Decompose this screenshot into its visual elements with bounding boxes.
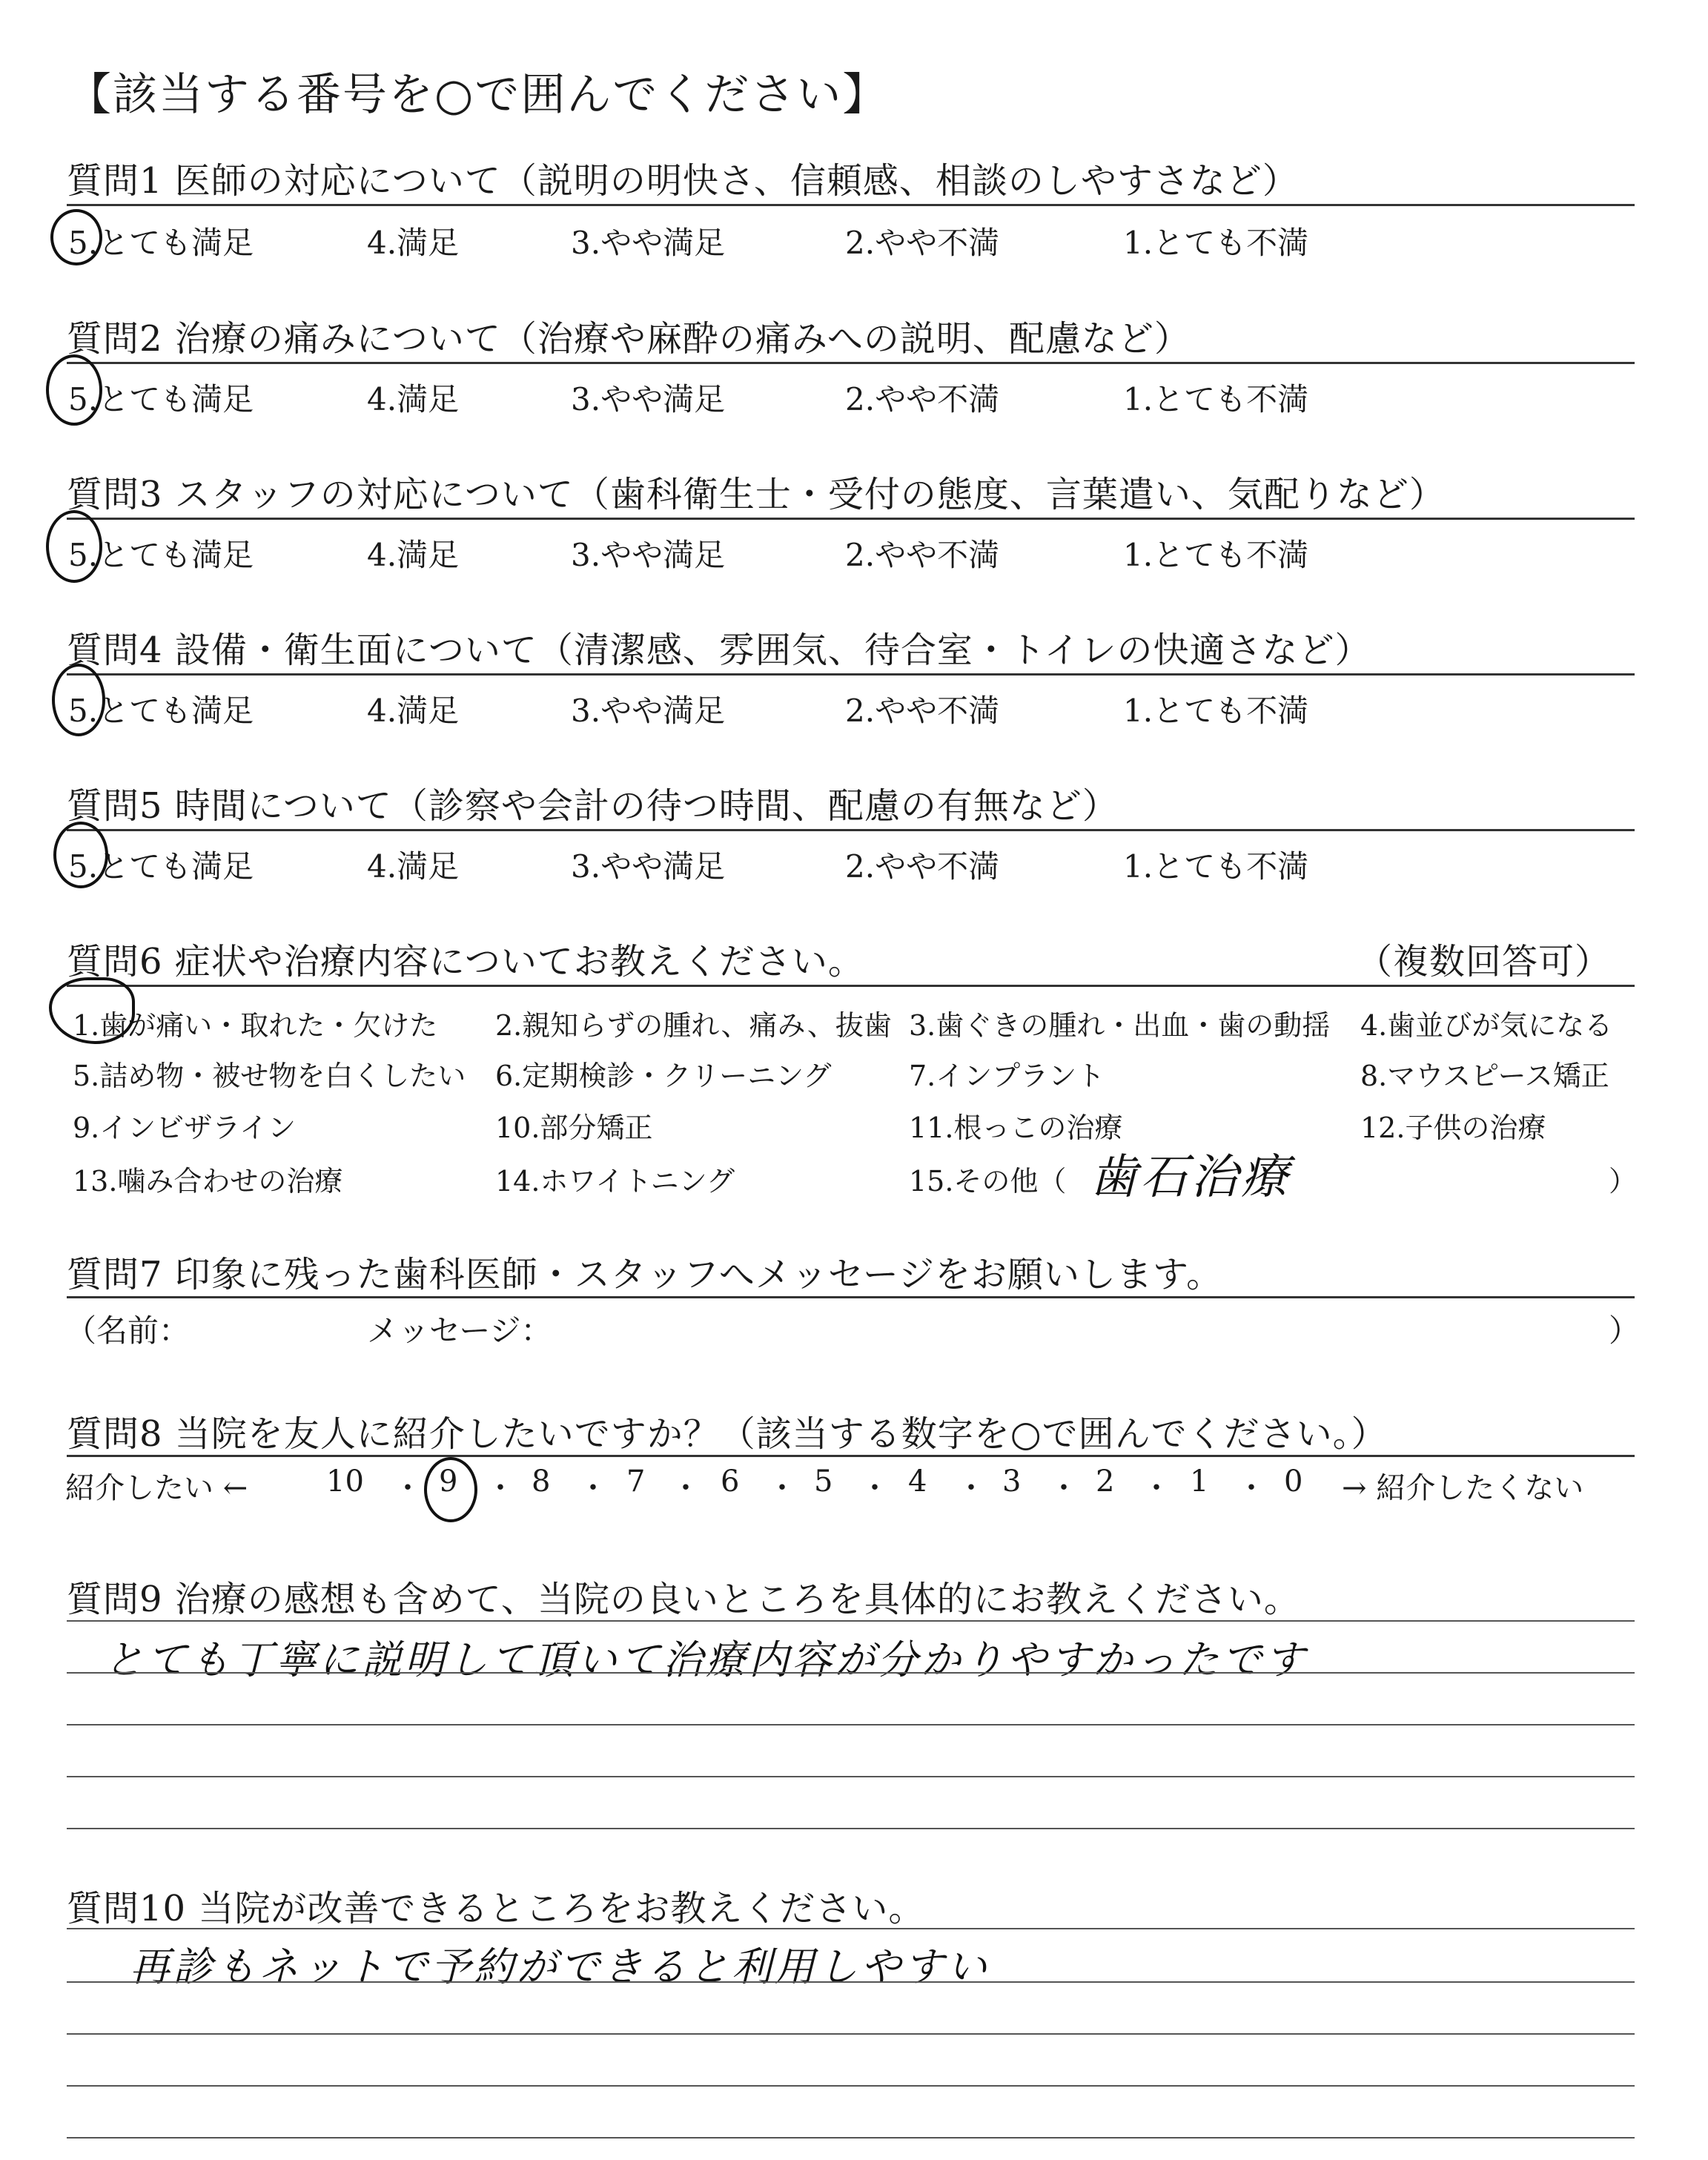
q6-option-6[interactable]: 6.定期検診・クリーニング (495, 1060, 832, 1092)
q8-scale-10[interactable]: 10 (326, 1464, 364, 1499)
q7-title: 質問7 印象に残った歯科医師・スタッフへメッセージをお願いします。 (67, 1254, 1223, 1295)
q8-right-label: → 紹介したくない (1342, 1471, 1584, 1505)
q1-selection-circle (50, 209, 102, 265)
q8-scale-9[interactable]: 9 (439, 1464, 458, 1499)
q2-option-1[interactable]: 1.とても不満 (1123, 381, 1309, 417)
q9-line-4 (67, 1776, 1635, 1777)
q6-title: 質問6 症状や治療内容についてお教えください。 (67, 941, 864, 982)
q4-option-4[interactable]: 4.満足 (367, 693, 460, 729)
q1-option-2[interactable]: 2.やや不満 (845, 225, 1000, 261)
q8-scale-8[interactable]: 8 (532, 1464, 551, 1499)
q6-option-1[interactable]: 1.歯が痛い・取れた・欠けた (73, 1009, 438, 1042)
q3-selection-circle (46, 510, 102, 583)
q8-scale-sep: ・ (393, 1471, 423, 1505)
q5-title: 質問5 時間について（診察や会計の待つ時間、配慮の有無など） (67, 785, 1119, 827)
q1-rule (67, 204, 1635, 206)
q3-rule (67, 518, 1635, 520)
q7-name-label: （名前： (65, 1312, 191, 1349)
q6-option-11[interactable]: 11.根っこの治療 (909, 1112, 1123, 1144)
q1-option-5[interactable]: 5.とても満足 (68, 225, 254, 261)
q5-option-2[interactable]: 2.やや不満 (845, 848, 1000, 885)
q8-scale-2[interactable]: 2 (1096, 1464, 1115, 1499)
q9-line-3 (67, 1724, 1635, 1725)
q4-title: 質問4 設備・衛生面について（清潔感、雰囲気、待合室・トイレの快適さなど） (67, 630, 1371, 671)
q4-option-3[interactable]: 3.やや満足 (571, 693, 726, 729)
q8-scale-6[interactable]: 6 (721, 1464, 740, 1499)
q1-title: 質問1 医師の対応について（説明の明快さ、信頼感、相談のしやすさなど） (67, 160, 1299, 202)
q10-line-5 (67, 2137, 1635, 2138)
q9-line-1 (67, 1620, 1635, 1622)
q2-selection-circle (46, 354, 102, 426)
q8-left-label: 紹介したい ← (65, 1471, 248, 1505)
q2-rule (67, 362, 1635, 364)
q9-title: 質問9 治療の感想も含めて、当院の良いところを具体的にお教えください。 (67, 1579, 1300, 1620)
q8-scale-5[interactable]: 5 (814, 1464, 833, 1499)
q6-option-4[interactable]: 4.歯並びが気になる (1360, 1009, 1613, 1042)
q2-option-3[interactable]: 3.やや満足 (571, 381, 726, 417)
q10-line-3 (67, 2033, 1635, 2035)
q4-rule (67, 673, 1635, 676)
q3-option-4[interactable]: 4.満足 (367, 537, 460, 573)
q7-message-label: メッセージ： (367, 1312, 552, 1349)
q8-scale-sep: ・ (1142, 1471, 1171, 1505)
q2-option-2[interactable]: 2.やや不満 (845, 381, 1000, 417)
q3-title: 質問3 スタッフの対応について（歯科衛生士・受付の態度、言葉遣い、気配りなど） (67, 474, 1446, 515)
q3-option-1[interactable]: 1.とても不満 (1123, 537, 1309, 573)
q4-selection-circle (52, 664, 105, 736)
q10-handwritten-answer[interactable]: 再診もネットで予約ができると利用しやすい (130, 1943, 990, 1990)
q6-other-close: ） (1609, 1165, 1638, 1198)
q2-option-5[interactable]: 5.とても満足 (68, 381, 254, 417)
q6-option-7[interactable]: 7.インプラント (909, 1060, 1105, 1092)
q5-rule (67, 829, 1635, 831)
q7-rule (67, 1296, 1635, 1298)
q8-scale-sep: ・ (1049, 1471, 1079, 1505)
q8-scale-sep: ・ (486, 1471, 515, 1505)
q9-line-2 (67, 1672, 1635, 1674)
q8-title: 質問8 当院を友人に紹介したいですか？（該当する数字を○で囲んでください。） (67, 1413, 1388, 1455)
q1-option-3[interactable]: 3.やや満足 (571, 225, 726, 261)
q5-option-5[interactable]: 5.とても満足 (68, 848, 254, 885)
q5-option-4[interactable]: 4.満足 (367, 848, 460, 885)
q8-rule (67, 1455, 1635, 1457)
q9-line-5 (67, 1828, 1635, 1829)
q6-note: （複数回答可） (1357, 941, 1612, 982)
q3-option-5[interactable]: 5.とても満足 (68, 537, 254, 573)
q8-scale-sep: ・ (767, 1471, 797, 1505)
q6-other-handwritten[interactable]: 歯石治療 (1090, 1150, 1291, 1205)
q4-option-5[interactable]: 5.とても満足 (68, 693, 254, 729)
q8-scale-1[interactable]: 1 (1190, 1464, 1209, 1499)
q8-scale-sep: ・ (956, 1471, 986, 1505)
q8-scale-sep: ・ (578, 1471, 608, 1505)
q4-option-1[interactable]: 1.とても不満 (1123, 693, 1309, 729)
q8-scale-4[interactable]: 4 (908, 1464, 927, 1499)
q8-selection-circle (424, 1457, 477, 1522)
q2-option-4[interactable]: 4.満足 (367, 381, 460, 417)
q10-line-4 (67, 2085, 1635, 2087)
q8-scale-sep: ・ (860, 1471, 890, 1505)
q8-scale-7[interactable]: 7 (626, 1464, 646, 1499)
q4-option-2[interactable]: 2.やや不満 (845, 693, 1000, 729)
q9-handwritten-answer[interactable]: とても丁寧に説明して頂いて治療内容が分かりやすかったです (104, 1636, 1308, 1683)
q5-option-1[interactable]: 1.とても不満 (1123, 848, 1309, 885)
q6-option-3[interactable]: 3.歯ぐきの腫れ・出血・歯の動揺 (909, 1009, 1331, 1042)
q10-title: 質問10 当院が改善できるところをお教えください。 (67, 1888, 925, 1929)
q6-option-5[interactable]: 5.詰め物・被せ物を白くしたい (73, 1060, 466, 1092)
q3-option-3[interactable]: 3.やや満足 (571, 537, 726, 573)
q10-line-2 (67, 1981, 1635, 1983)
q6-option-12[interactable]: 12.子供の治療 (1360, 1112, 1546, 1144)
q6-option-2[interactable]: 2.親知らずの腫れ、痛み、抜歯 (495, 1009, 892, 1042)
q8-scale-sep: ・ (1237, 1471, 1266, 1505)
q6-option-13[interactable]: 13.噛み合わせの治療 (73, 1165, 343, 1198)
q2-title: 質問2 治療の痛みについて（治療や麻酔の痛みへの説明、配慮など） (67, 318, 1191, 360)
q1-option-4[interactable]: 4.満足 (367, 225, 460, 261)
form-heading: 【該当する番号を○で囲んでください】 (67, 69, 889, 121)
q10-line-1 (67, 1928, 1635, 1929)
q8-scale-sep: ・ (671, 1471, 701, 1505)
q1-option-1[interactable]: 1.とても不満 (1123, 225, 1309, 261)
q3-option-2[interactable]: 2.やや不満 (845, 537, 1000, 573)
q6-option-14[interactable]: 14.ホワイトニング (495, 1165, 735, 1198)
q7-close: ） (1609, 1312, 1641, 1349)
q8-scale-0[interactable]: 0 (1284, 1464, 1303, 1499)
q6-option-8[interactable]: 8.マウスピース矯正 (1360, 1060, 1609, 1092)
q6-option-15[interactable]: 15.その他（ (909, 1165, 1067, 1198)
q6-selection-circle (49, 977, 135, 1044)
q6-rule (67, 985, 1635, 987)
q5-selection-circle (53, 822, 108, 888)
q5-option-3[interactable]: 3.やや満足 (571, 848, 726, 885)
q6-option-9[interactable]: 9.インビザライン (73, 1112, 297, 1144)
q6-option-10[interactable]: 10.部分矯正 (495, 1112, 653, 1144)
q8-scale-3[interactable]: 3 (1002, 1464, 1022, 1499)
